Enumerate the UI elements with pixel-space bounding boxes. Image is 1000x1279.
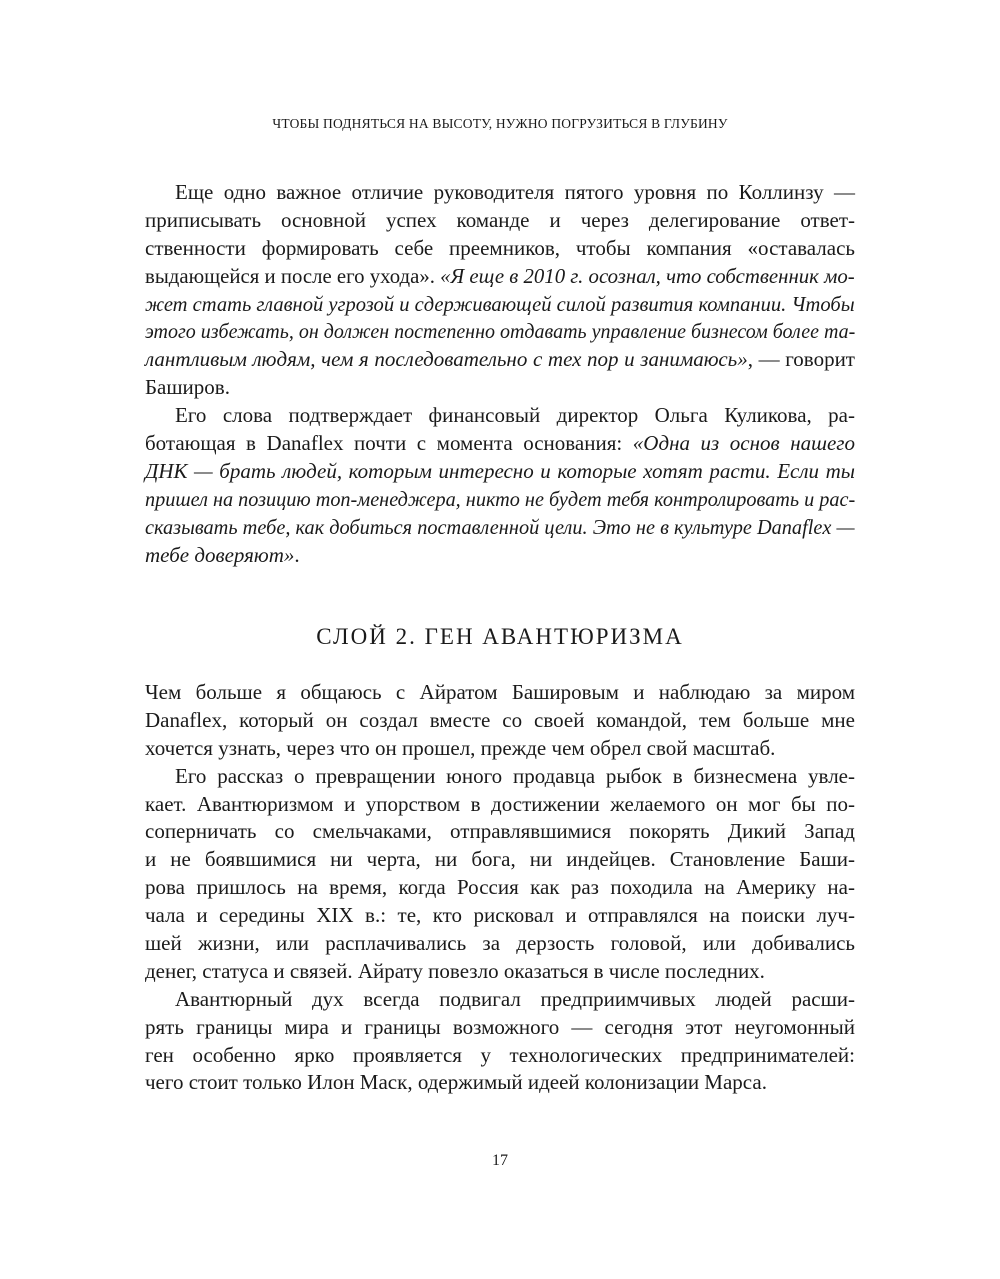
- text-line: [145, 514, 855, 542]
- quote-text: жет стать главной угрозой и сдерживающей силой развития компании. Чтобы: [145, 291, 855, 316]
- paragraph: [145, 679, 855, 763]
- paragraph: [145, 986, 855, 1098]
- text-line: [145, 263, 855, 291]
- text-line: [145, 318, 856, 346]
- body-text-bottom: [145, 679, 855, 1097]
- paragraph: [145, 402, 855, 569]
- text-line: [145, 874, 855, 902]
- body-text: рять границы мира и границы возможного — сегодня этот неугомонный: [145, 1014, 855, 1039]
- paragraph: [145, 179, 855, 402]
- text-line: [145, 1069, 855, 1097]
- text-line: [145, 235, 855, 263]
- quote-text: «Одна из основ нашего: [632, 431, 855, 456]
- body-text: шей жизни, или расплачивались за дерзость головой, или добивались: [145, 931, 855, 956]
- body-text: выдающейся и после его ухода».: [145, 263, 441, 288]
- running-head: ЧТОБЫ ПОДНЯТЬСЯ НА ВЫСОТУ, НУЖНО ПОГРУЗИТЬСЯ В ГЛУБИНУ: [272, 116, 728, 131]
- text-line: [145, 486, 856, 514]
- body-text: Его рассказ о превращении юного продавца рыбок в бизнесмена увле-: [175, 763, 855, 788]
- quote-text: «Я еще в 2010 г. осознал, что собственник мо-: [440, 263, 855, 288]
- body-text-top: [145, 179, 855, 569]
- page-number: 17: [492, 1152, 508, 1169]
- text-line: [145, 930, 855, 958]
- quote-text: сказывать тебе, как добиться поставленной цели. Это не в культуре Danaflex —: [145, 514, 855, 539]
- text-line: [145, 1014, 855, 1042]
- paragraph: [145, 763, 855, 986]
- text-line: [145, 402, 855, 430]
- body-text: чала и середины XIX в.: те, кто рисковал и отправлялся на поиски луч-: [145, 903, 855, 928]
- body-text: кает. Авантюризмом и упорством в достижении желаемого он мог бы по-: [145, 791, 855, 816]
- body-text: соперничать со смельчаками, отправлявшимися покорять Дикий Запад: [145, 819, 855, 844]
- body-text: чего стоит только Илон Маск, одержимый идеей колонизации Марса.: [145, 1070, 767, 1095]
- section-heading: СЛОЙ 2. ГЕН АВАНТЮРИЗМА: [316, 624, 684, 649]
- text-line: [145, 679, 855, 707]
- body-text: ген особенно ярко проявляется у технологических предпринимателей:: [145, 1042, 855, 1067]
- text-line: [145, 986, 855, 1014]
- quote-text: тебе доверяют»: [145, 542, 295, 567]
- quote-text: пришел на позицию топ-менеджера, никто не будет тебя контролировать и рас-: [145, 486, 856, 511]
- text-line: [145, 430, 855, 458]
- text-line: [145, 791, 855, 819]
- body-text: .: [294, 542, 300, 567]
- text-line: [145, 846, 855, 874]
- text-line: [145, 291, 855, 319]
- body-text: рова пришлось на время, когда Россия как раз походила на Америку на-: [145, 875, 855, 900]
- text-line: [145, 735, 855, 763]
- body-text: Danaflex, который он создал вместе со своей командой, тем больше мне: [145, 707, 855, 732]
- body-text: Баширов.: [145, 375, 230, 400]
- text-line: [145, 207, 855, 235]
- body-text: , — говорит: [747, 347, 855, 372]
- text-line: [145, 818, 855, 846]
- text-line: [145, 458, 855, 486]
- body-text: ственности формировать себе преемников, чтобы компания «оставалась: [145, 235, 855, 260]
- quote-text: лантливым людям, чем я последовательно с тех пор и занимаюсь»: [145, 347, 748, 372]
- body-text: Авантюрный дух всегда подвигал предприимчивых людей расши-: [175, 986, 855, 1011]
- text-line: [145, 707, 855, 735]
- text-line: [145, 346, 855, 374]
- body-text: денег, статуса и связей. Айрату повезло оказаться в числе последних.: [145, 958, 765, 983]
- quote-text: этого избежать, он должен постепенно отдавать управление бизнесом более та-: [145, 319, 856, 344]
- body-text: Его слова подтверждает финансовый директор Ольга Куликова, ра-: [175, 403, 855, 428]
- text-line: [145, 958, 855, 986]
- text-line: [145, 902, 855, 930]
- text-line: [145, 374, 855, 402]
- body-text: хочется узнать, через что он прошел, прежде чем обрел свой масштаб.: [145, 735, 776, 760]
- text-line: [145, 179, 855, 207]
- body-text: ботающая в Danaflex почти с момента основания:: [145, 431, 633, 456]
- quote-text: ДНК — брать людей, которым интересно и которые хотят расти. Если ты: [145, 458, 855, 483]
- text-line: [145, 1042, 855, 1070]
- body-text: и не боявшимися ни черта, ни бога, ни индейцев. Становление Баши-: [145, 847, 855, 872]
- text-line: [145, 763, 855, 791]
- body-text: Еще одно важное отличие руководителя пятого уровня по Коллинзу —: [175, 180, 855, 204]
- body-text: Чем больше я общаюсь с Айратом Башировым и наблюдаю за миром: [145, 680, 855, 704]
- text-line: [145, 542, 855, 570]
- body-text: приписывать основной успех команде и через делегирование ответ-: [145, 207, 855, 232]
